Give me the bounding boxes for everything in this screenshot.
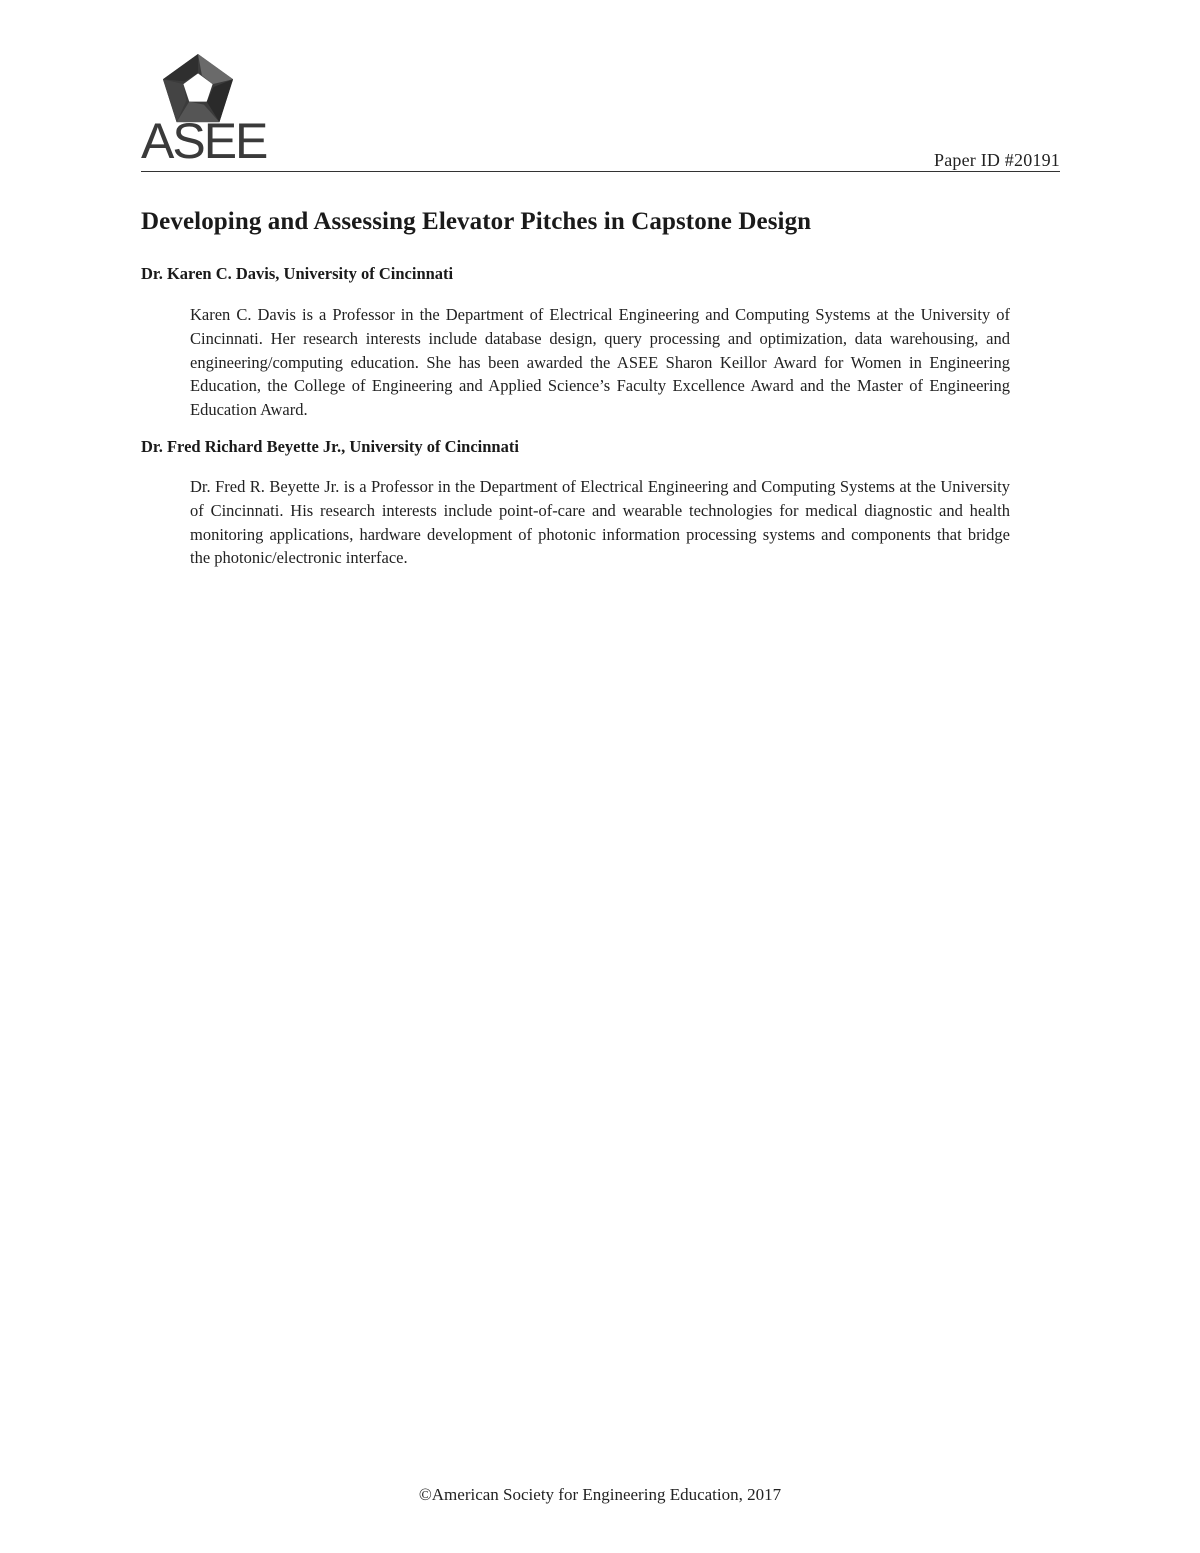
copyright-footer: ©American Society for Engineering Education, 2017 bbox=[418, 1485, 782, 1504]
header-divider bbox=[141, 171, 1060, 172]
author-bio: Karen C. Davis is a Professor in the Department of Electrical Engineering and Computing Systems at the University of Cincinnati. Her research interests include database design, query processing and optimization, data warehousing, and engineering/computing education. She has been awarded the ASEE Sharon Keillor Award for Women in Engineering Education, the College of Engineering and Applied Science’s Faculty Excellence Award and the Master of Engineering Education Award. bbox=[190, 305, 1010, 420]
author-bio: Dr. Fred R. Beyette Jr. is a Professor in the Department of Electrical Engineering and Computing Systems at the University of Cincinnati. His research interests include point-of-care and wearable technologies for medical diagnostic and health monitoring applications, hardware development of photonic information processing systems and components that bridge the photonic/electronic interface. bbox=[190, 477, 1010, 568]
paper-id: Paper ID #20191 bbox=[934, 150, 1060, 170]
asee-logo bbox=[141, 50, 267, 170]
page-header bbox=[141, 50, 1060, 174]
author-name: Dr. Karen C. Davis, University of Cincinnati bbox=[141, 264, 454, 283]
author-name: Dr. Fred Richard Beyette Jr., University of Cincinnati bbox=[141, 437, 519, 456]
logo-wordmark: ASEE bbox=[141, 113, 267, 169]
paper-title: Developing and Assessing Elevator Pitches in Capstone Design bbox=[141, 208, 812, 235]
